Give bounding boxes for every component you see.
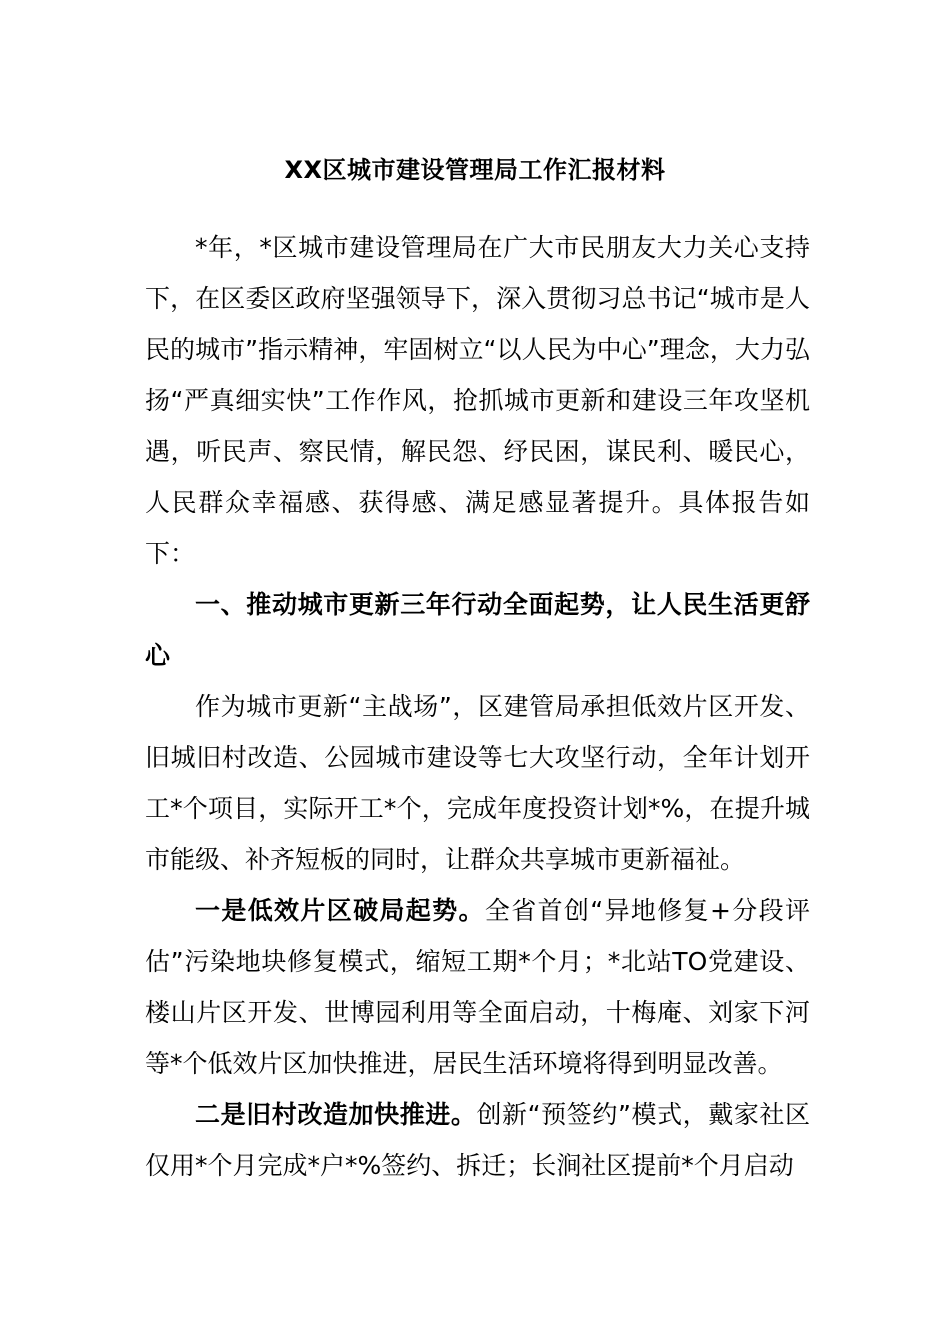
paragraph-text: *年，*区城市建设管理局在广大市民朋友大力关心支持下，在区委区政府坚强领导下，深入贯彻习总书记“城市是人民的城市”指示精神，牢固树立“以人民为中心”理念，大力弘扬“严真细实快”工作作风，抢抓城市更新和建设三年攻坚机遇，听民声、察民情，解民怨、纾民困，谋民利、暖民心，人民群众幸福感、获得感、满足感显著提升。具体报告如下：	[145, 233, 810, 568]
section-heading-text: 一、推动城市更新三年行动全面起势，让人民生活更舒心	[145, 590, 810, 670]
intro-paragraph	[145, 222, 810, 579]
document-body	[145, 222, 810, 1191]
paragraph-lead: 二是旧村改造加快推进。	[195, 1100, 477, 1129]
body-paragraph	[145, 1089, 810, 1191]
body-paragraph	[145, 681, 810, 885]
paragraph-text: 作为城市更新“主战场”，区建管局承担低效片区开发、旧城旧村改造、公园城市建设等七大攻坚行动，全年计划开工*个项目，实际开工*个，完成年度投资计划*%，在提升城市能级、补齐短板的同时，让群众共享城市更新福祉。	[145, 692, 810, 874]
section-heading	[145, 579, 810, 681]
document-title: XX区城市建设管理局工作汇报材料	[284, 156, 666, 184]
paragraph-lead: 一是低效片区破局起势。	[195, 896, 485, 925]
paragraph-text: 创新“预签约”模式，戴家社区仅用*个月完成*户*%签约、拆迁；长涧社区提前*个月启动	[145, 1100, 810, 1180]
paragraph-text: 全省首创“异地修复+分段评估”污染地块修复模式，缩短工期*个月；*北站TO党建设、楼山片区开发、世博园利用等全面启动，十梅庵、刘家下河等*个低效片区加快推进，居民生活环境将得到明显改善。	[145, 896, 810, 1078]
body-paragraph	[145, 885, 810, 1089]
